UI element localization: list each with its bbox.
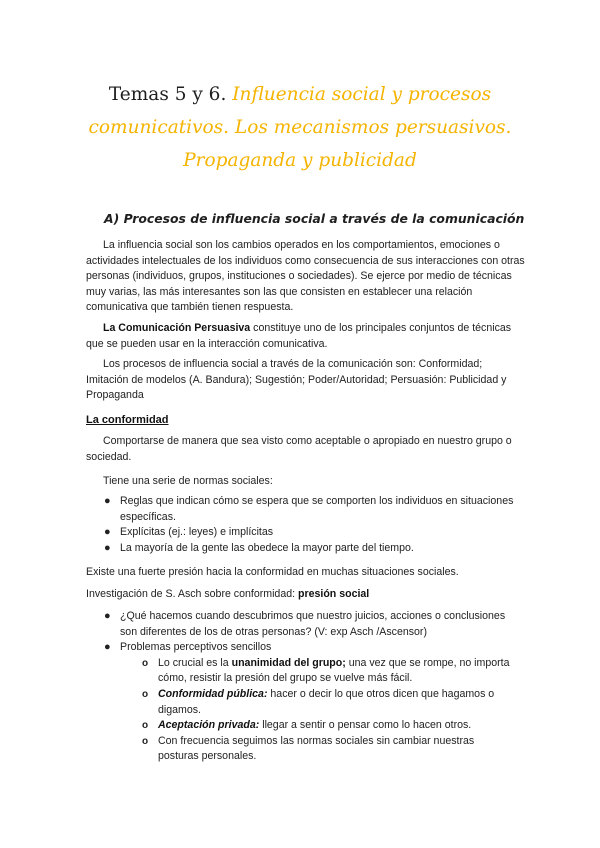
normas-list	[86, 494, 516, 556]
paragraph-normas	[86, 474, 526, 490]
document-title	[80, 78, 520, 177]
list-item	[86, 640, 516, 765]
bold-term: presión social	[298, 588, 370, 600]
bullet-icon: ●	[104, 610, 111, 622]
paragraph-procesos	[86, 357, 526, 404]
list-item	[86, 541, 516, 557]
sub-list-item	[120, 687, 516, 718]
paragraph-conformidad-def	[86, 434, 526, 465]
paragraph-text: Tiene una serie de normas sociales:	[103, 475, 273, 487]
section-a-heading: A) Procesos de influencia social a través de la comunicación	[104, 211, 525, 226]
list-item-text: Reglas que indican cómo se espera que se comporten los individuos en situaciones específicas.	[120, 495, 514, 523]
sub-list-item	[120, 734, 516, 765]
paragraph-text: La influencia social son los cambios operados en los comportamientos, emociones o actividades intelectuales de los individuos como consecuencia de sus interacciones con otras personas (individuos, grupos, instituciones o sociedades). Se ejerce por medio de técnicas muy varias, las más interesantes son las que consisten en establecer una relación comunicativa que también tienen respuesta.	[86, 239, 525, 314]
title-lead: Temas 5 y 6.	[108, 84, 227, 105]
sub-text: Lo crucial es la	[158, 656, 232, 669]
paragraph-text: constituye uno de los principales conjuntos de técnicas que se pueden usar en la interacción comunicativa.	[86, 322, 512, 350]
bold-term: Aceptación privada:	[158, 719, 260, 732]
sub-list-item	[120, 718, 516, 734]
paragraph-asch	[86, 587, 526, 603]
list-item	[86, 609, 516, 640]
list-item-text: ¿Qué hacemos cuando descubrimos que nuestro juicios, acciones o conclusiones son diferentes de los de otras personas? (V: exp Asch /Ascensor)	[120, 610, 506, 638]
bold-term: La Comunicación Persuasiva	[103, 322, 251, 334]
paragraph-presion	[86, 565, 526, 581]
asch-list	[86, 609, 516, 765]
list-item	[86, 494, 516, 525]
circle-bullet-icon: o	[142, 657, 149, 669]
paragraph-text: Investigación de S. Asch sobre conformidad:	[86, 588, 298, 600]
bold-term: unanimidad del grupo;	[231, 656, 346, 669]
list-item-text: La mayoría de la gente las obedece la mayor parte del tiempo.	[120, 541, 414, 554]
bullet-icon: ●	[104, 641, 111, 654]
paragraph-comunicacion-persuasiva	[86, 321, 526, 352]
sub-text: Con frecuencia seguimos las normas sociales sin cambiar nuestras posturas personales.	[158, 734, 475, 763]
title-topic: Influencia social y procesos comunicativos. Los mecanismos persuasivos. Propaganda y publicidad	[88, 84, 512, 171]
paragraph-influencia-social	[86, 238, 526, 316]
paragraph-text: Existe una fuerte presión hacia la conformidad en muchas situaciones sociales.	[86, 566, 459, 578]
list-item-text: Explícitas (ej.: leyes) e implícitas	[120, 526, 274, 539]
circle-bullet-icon: o	[142, 720, 149, 732]
sub-text: hacer o decir lo que otros dicen que hagamos o digamos.	[158, 687, 495, 716]
conformidad-heading: La conformidad	[86, 414, 169, 426]
list-item	[86, 525, 516, 541]
bullet-icon: ●	[104, 541, 111, 554]
bold-term: Conformidad pública:	[158, 687, 268, 700]
paragraph-text: Los procesos de influencia social a través de la comunicación son: Conformidad; Imitación de modelos (A. Bandura); Sugestión; Poder/Autoridad; Persuasión: Publicidad y Propaganda	[86, 358, 507, 402]
sub-text: llegar a sentir o pensar como lo hacen otros.	[259, 719, 472, 732]
bullet-icon: ●	[104, 495, 111, 507]
sub-list	[120, 656, 516, 765]
list-item-text: Problemas perceptivos sencillos	[120, 641, 272, 654]
sub-list-item	[120, 656, 516, 687]
sub-text: una vez que se rompe, no importa cómo, resistir la presión del grupo se vuelve más fácil.	[158, 656, 510, 685]
paragraph-text: Comportarse de manera que sea visto como aceptable o apropiado en nuestro grupo o sociedad.	[86, 435, 512, 463]
bullet-icon: ●	[104, 526, 111, 539]
circle-bullet-icon: o	[142, 688, 149, 700]
circle-bullet-icon: o	[142, 735, 149, 747]
